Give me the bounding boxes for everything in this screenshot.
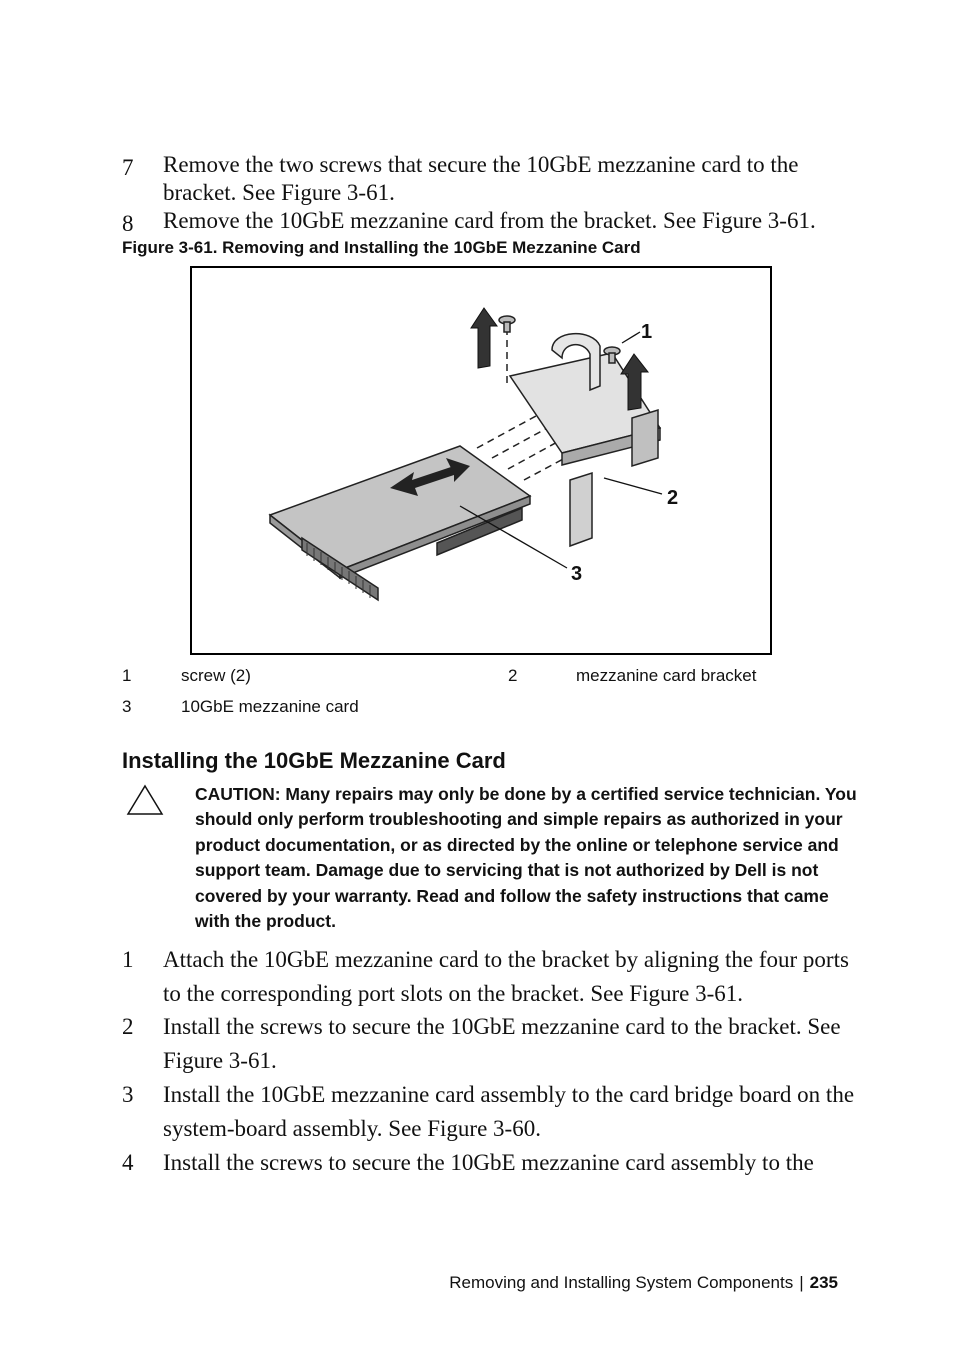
caution-triangle-icon	[126, 784, 164, 816]
install-step-2	[122, 1010, 862, 1078]
step-text: Install the screws to secure the 10GbE mezzanine card assembly to the	[163, 1150, 814, 1175]
legend-label-2: mezzanine card bracket	[576, 666, 757, 685]
step-8	[122, 207, 862, 235]
step-text: Install the 10GbE mezzanine card assembly to the card bridge board on the system-board assembly. See Figure 3-60.	[163, 1082, 855, 1141]
section-heading: Installing the 10GbE Mezzanine Card	[122, 748, 506, 773]
caution-text: CAUTION: Many repairs may only be done by a certified service technician. You should only perform troubleshooting and simple repairs as authorized in your product documentation, or as directed by the online or telephone service and support team. Damage due to servicing that is not authorized by Dell is not covered by your warranty. Read and follow the safety instructions that came with the product.	[195, 784, 857, 932]
install-step-3	[122, 1078, 862, 1146]
page-number: 235	[809, 1273, 838, 1292]
step-number: 4	[122, 1150, 134, 1175]
mezzanine-card-diagram	[192, 268, 770, 653]
footer-separator: |	[799, 1273, 804, 1292]
figure-illustration	[190, 266, 772, 655]
step-number: 1	[122, 947, 134, 972]
callout-2: 2	[667, 487, 679, 509]
legend-num-3: 3	[122, 697, 132, 716]
step-number: 7	[122, 155, 134, 180]
legend-num-2: 2	[508, 666, 518, 685]
step-text: Attach the 10GbE mezzanine card to the bracket by aligning the four ports to the corresponding port slots on the bracket. See Figure 3-61.	[163, 947, 849, 1006]
legend-label-3: 10GbE mezzanine card	[181, 697, 359, 716]
mezzanine-card-drawing	[270, 446, 530, 600]
legend-label-1: screw (2)	[181, 666, 251, 685]
callout-1: 1	[641, 321, 653, 343]
step-number: 8	[122, 211, 134, 236]
step-text: Install the screws to secure the 10GbE mezzanine card to the bracket. See Figure 3-61.	[163, 1014, 841, 1073]
step-text: Remove the 10GbE mezzanine card from the bracket. See Figure 3-61.	[163, 208, 816, 233]
step-number: 2	[122, 1014, 134, 1039]
page-footer	[449, 1273, 838, 1293]
step-7	[122, 151, 862, 207]
footer-section: Removing and Installing System Components	[449, 1273, 794, 1292]
callout-3: 3	[571, 563, 583, 585]
install-step-1	[122, 943, 862, 1011]
step-number: 3	[122, 1082, 134, 1107]
figure-caption: Figure 3-61. Removing and Installing the 10GbE Mezzanine Card	[122, 238, 641, 257]
legend-num-1: 1	[122, 666, 132, 685]
step-text: Remove the two screws that secure the 10GbE mezzanine card to the bracket. See Figure 3-61.	[163, 152, 799, 205]
install-step-4	[122, 1146, 862, 1180]
